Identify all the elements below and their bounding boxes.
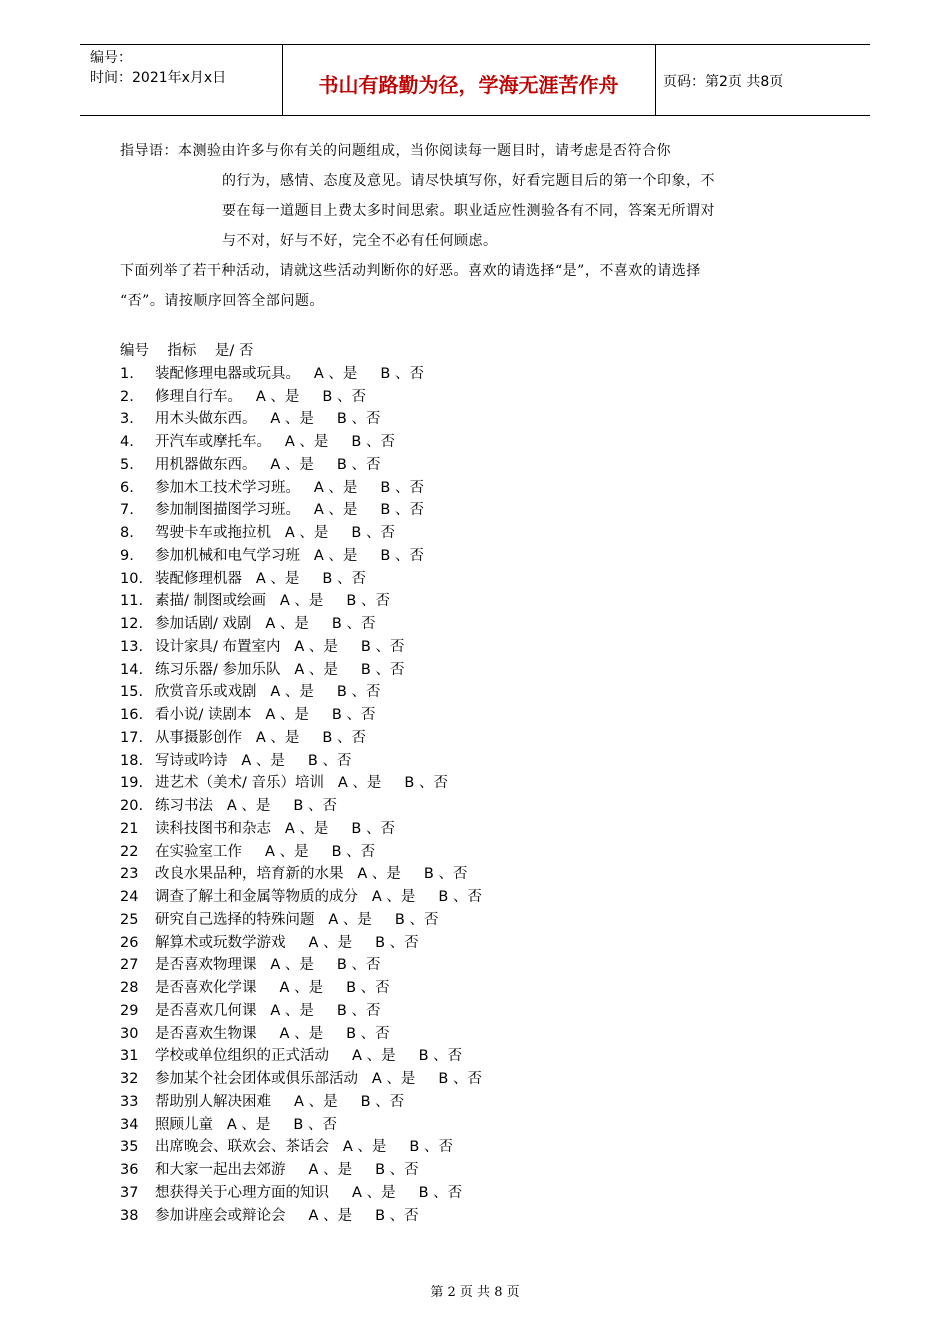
item-number: 10. [120, 570, 144, 587]
item-number: 35 [120, 1139, 139, 1156]
list-item [120, 1023, 482, 1046]
list-item [120, 590, 482, 613]
item-text: 素描/ 制图或绘画 A 、是 B 、否 [155, 593, 390, 610]
list-item [120, 818, 482, 841]
item-number: 20. [120, 798, 144, 814]
item-text: 用机器做东西。 A 、是 B 、否 [155, 456, 381, 473]
item-number: 15. [120, 684, 144, 701]
item-text: 看小说/ 读剧本 A 、是 B 、否 [155, 707, 376, 723]
item-number: 31 [120, 1048, 139, 1065]
item-number: 25 [120, 911, 139, 928]
item-text: 驾驶卡车或拖拉机 A 、是 B 、否 [155, 525, 395, 541]
list-item [120, 954, 482, 977]
list-item [120, 863, 482, 886]
item-number: 34 [120, 1116, 139, 1133]
item-number: 27 [120, 957, 139, 974]
item-number: 22 [120, 843, 139, 860]
list-item [120, 727, 482, 750]
item-text: 开汽车或摩托车。 A 、是 B 、否 [155, 434, 395, 450]
item-text: 练习乐器/ 参加乐队 A 、是 B 、否 [155, 661, 405, 678]
item-text: 照顾儿童 A 、是 B 、否 [155, 1116, 337, 1133]
item-text: 是否喜欢几何课 A 、是 B 、否 [155, 1002, 381, 1019]
item-text: 从事摄影创作 A 、是 B 、否 [155, 729, 366, 746]
item-number: 33 [120, 1093, 139, 1110]
list-item [120, 704, 482, 727]
instruction-line-4: 与不对，好与不好，完全不必有任何顾虑。 [222, 233, 498, 249]
item-text: 用木头做东西。 A 、是 B 、否 [155, 411, 381, 428]
list-item [120, 1000, 482, 1023]
page-header [80, 44, 870, 116]
item-number: 8. [120, 525, 134, 541]
item-text: 修理自行车。 A 、是 B 、否 [155, 388, 366, 405]
list-item [120, 386, 482, 409]
list-item [120, 636, 482, 659]
item-number: 37 [120, 1184, 139, 1201]
header-meta-cell [80, 45, 283, 115]
item-text: 参加讲座会或辩论会 A 、是 B 、否 [155, 1207, 419, 1224]
instruction-line-1: 指导语：本测验由许多与你有关的问题组成，当你阅读每一题目时，请考虑是否符合你 [120, 143, 671, 159]
item-number: 4. [120, 434, 134, 450]
motto: 书山有路勤为径，学海无涯苦作舟 [318, 73, 619, 97]
list-item [120, 795, 482, 818]
item-text: 参加制图描图学习班。 A 、是 B 、否 [155, 502, 424, 519]
item-number: 32 [120, 1071, 139, 1087]
item-text: 研究自己选择的特殊问题 A 、是 B 、否 [155, 911, 439, 928]
list-item [120, 363, 482, 386]
time-label: 时间：2021年x月x日 [90, 70, 227, 86]
page-number-label: 页码：第2页 共8页 [663, 74, 784, 90]
serial-label: 编号： [90, 50, 132, 66]
item-text: 学校或单位组织的正式活动 A 、是 B 、否 [155, 1048, 463, 1065]
list-item [120, 977, 482, 1000]
list-item [120, 568, 482, 591]
item-number: 14. [120, 661, 144, 678]
item-text: 调查了解土和金属等物质的成分 A 、是 B 、否 [155, 889, 482, 905]
page-footer: 第 2 页 共 8 页 [430, 1285, 520, 1300]
item-text: 在实验室工作 A 、是 B 、否 [155, 843, 376, 860]
item-text: 是否喜欢物理课 A 、是 B 、否 [155, 957, 381, 974]
instruction-line-2: 的行为，感情、态度及意见。请尽快填写你，好看完题目后的第一个印象，不 [222, 173, 715, 189]
list-item [120, 545, 482, 568]
question-list [120, 340, 482, 1227]
item-number: 29 [120, 1002, 139, 1019]
item-number: 5. [120, 456, 134, 473]
item-number: 17. [120, 729, 144, 746]
item-number: 21 [120, 820, 139, 837]
list-item [120, 1205, 482, 1228]
item-text: 进艺术（美术/ 音乐）培训 A 、是 B 、否 [155, 775, 448, 792]
item-text: 出席晚会、联欢会、茶话会 A 、是 B 、否 [155, 1139, 453, 1156]
item-text: 读科技图书和杂志 A 、是 B 、否 [155, 820, 395, 837]
list-item [120, 1182, 482, 1205]
header-page-cell [655, 45, 870, 115]
item-number: 30 [120, 1025, 139, 1042]
list-item [120, 431, 482, 454]
item-number: 38 [120, 1207, 139, 1224]
list-item [120, 1091, 482, 1114]
item-text: 欣赏音乐或戏剧 A 、是 B 、否 [155, 684, 381, 701]
item-number: 16. [120, 707, 144, 723]
item-number: 7. [120, 502, 134, 519]
item-text: 帮助别人解决困难 A 、是 B 、否 [155, 1093, 405, 1110]
item-number: 36 [120, 1162, 139, 1178]
item-text: 和大家一起出去郊游 A 、是 B 、否 [155, 1162, 419, 1178]
item-number: 18. [120, 752, 144, 769]
list-item [120, 499, 482, 522]
list-item [120, 841, 482, 864]
list-item [120, 1159, 482, 1182]
item-text: 设计家具/ 布置室内 A 、是 B 、否 [155, 638, 405, 655]
item-text: 练习书法 A 、是 B 、否 [155, 798, 337, 814]
item-text: 解算术或玩数学游戏 A 、是 B 、否 [155, 934, 419, 951]
item-number: 2. [120, 388, 134, 405]
list-item [120, 886, 482, 909]
instruction-line-5: 下面列举了若干种活动，请就这些活动判断你的好恶。喜欢的请选择“是”，不喜欢的请选择 [120, 263, 701, 279]
list-item [120, 750, 482, 773]
item-text: 参加某个社会团体或俱乐部活动 A 、是 B 、否 [155, 1071, 482, 1087]
item-number: 23 [120, 866, 139, 883]
list-item [120, 681, 482, 704]
item-text: 装配修理机器 A 、是 B 、否 [155, 570, 366, 587]
item-number: 12. [120, 616, 144, 632]
item-number: 9. [120, 547, 134, 564]
list-item [120, 1068, 482, 1091]
list-item [120, 613, 482, 636]
item-number: 6. [120, 479, 134, 496]
list-item [120, 1114, 482, 1137]
item-text: 是否喜欢生物课 A 、是 B 、否 [155, 1025, 390, 1042]
item-number: 26 [120, 934, 139, 951]
item-text: 想获得关于心理方面的知识 A 、是 B 、否 [155, 1184, 463, 1201]
item-text: 写诗或吟诗 A 、是 B 、否 [155, 752, 352, 769]
list-item [120, 408, 482, 431]
item-number: 24 [120, 889, 139, 905]
item-number: 3. [120, 411, 134, 428]
item-number: 1. [120, 365, 134, 382]
list-item [120, 1136, 482, 1159]
item-number: 13. [120, 638, 144, 655]
item-number: 19. [120, 775, 144, 792]
item-text: 改良水果品种，培育新的水果 A 、是 B 、否 [155, 866, 468, 883]
item-text: 是否喜欢化学课 A 、是 B 、否 [155, 980, 390, 996]
list-item [120, 454, 482, 477]
item-text: 参加机械和电气学习班 A 、是 B 、否 [155, 547, 424, 564]
item-number: 11. [120, 593, 144, 610]
header-motto-cell [282, 45, 656, 115]
item-text: 参加话剧/ 戏剧 A 、是 B 、否 [155, 616, 376, 632]
list-item [120, 477, 482, 500]
item-text: 参加木工技术学习班。 A 、是 B 、否 [155, 479, 424, 496]
list-item [120, 1045, 482, 1068]
list-item [120, 659, 482, 682]
list-header: 编号 指标 是/ 否 [120, 343, 254, 359]
list-item [120, 909, 482, 932]
instruction-line-6: “否”。请按顺序回答全部问题。 [120, 293, 324, 309]
list-item [120, 772, 482, 795]
instruction-line-3: 要在每一道题目上费太多时间思索。职业适应性测验各有不同，答案无所谓对 [222, 203, 715, 219]
list-item [120, 522, 482, 545]
item-number: 28 [120, 980, 139, 996]
list-item [120, 932, 482, 955]
item-text: 装配修理电器或玩具。 A 、是 B 、否 [155, 365, 424, 382]
